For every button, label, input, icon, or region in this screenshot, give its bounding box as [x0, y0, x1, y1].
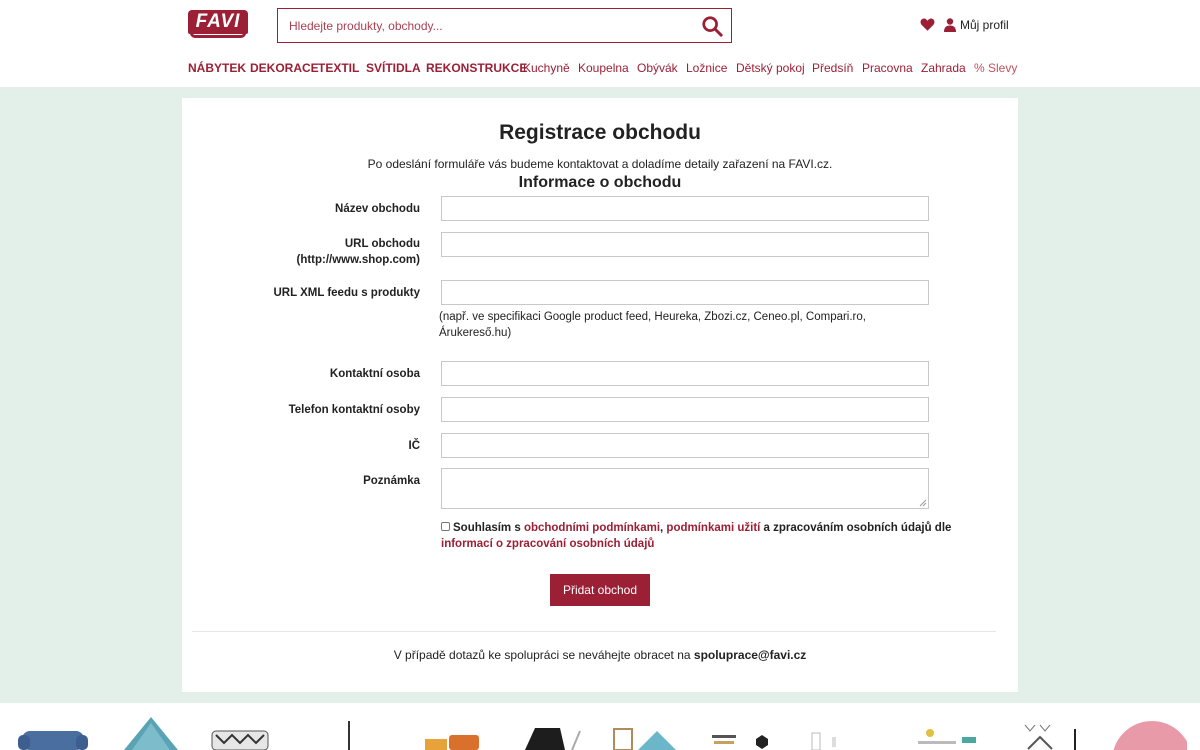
contact-person-field: [441, 361, 929, 386]
user-icon: [944, 18, 956, 32]
shop-url-input[interactable]: [442, 233, 928, 256]
page-title: Registrace obchodu: [499, 121, 701, 144]
coat-hanger-product-image[interactable]: [1020, 721, 1090, 750]
nav-item-textil[interactable]: TEXTIL: [318, 61, 360, 75]
contact-email[interactable]: spoluprace@favi.cz: [693, 648, 807, 662]
chair-product-image[interactable]: [520, 723, 590, 750]
nav-item-obyvak[interactable]: Obývák: [637, 61, 678, 75]
logo-text: FAVI: [188, 10, 248, 34]
shop-url-label: [296, 236, 420, 268]
search-input[interactable]: [278, 9, 688, 42]
nav-item-predsin[interactable]: Předsíň: [812, 61, 854, 75]
shop-name-input[interactable]: [442, 197, 928, 220]
desk-product-image[interactable]: [712, 731, 772, 750]
ic-field: [441, 433, 929, 458]
armchair-product-image[interactable]: [18, 727, 88, 750]
page-subtitle: Po odeslání formuláře vás budeme kontaktovat a doladíme detaily zařazení na FAVI.cz.: [367, 157, 833, 171]
nav-item-koupelna[interactable]: Koupelna: [578, 61, 629, 75]
consent-separator: ,: [660, 522, 667, 534]
section-heading: Informace o obchodu: [518, 174, 682, 191]
note-textarea[interactable]: [442, 469, 928, 508]
favi-logo[interactable]: [188, 10, 248, 40]
profile-link[interactable]: [944, 17, 1009, 33]
contact-person-label: Kontaktní osoba: [329, 368, 420, 380]
shop-name-field: [441, 196, 929, 221]
nav-item-zahrada[interactable]: Zahrada: [921, 61, 966, 75]
contact-note: [182, 648, 1018, 662]
main-nav: [0, 61, 1200, 79]
registration-panel: [182, 98, 1018, 692]
ic-label: IČ: [408, 440, 420, 452]
pillow-product-image[interactable]: [210, 729, 270, 750]
floor-lamp-product-image[interactable]: [345, 721, 353, 750]
nav-item-nabytek[interactable]: NÁBYTEK: [188, 61, 247, 75]
product-strip: [0, 703, 1200, 750]
shop-name-label: Název obchodu: [335, 203, 420, 215]
ic-input[interactable]: [442, 434, 928, 457]
nav-item-detsky-pokoj[interactable]: Dětský pokoj: [736, 61, 805, 75]
shop-url-field: [441, 232, 929, 257]
terms-link[interactable]: obchodními podmínkami: [523, 522, 661, 534]
note-field: [441, 468, 929, 509]
privacy-info-link[interactable]: informací o zpracování osobních údajů: [441, 538, 655, 550]
shelf-product-image[interactable]: [612, 727, 677, 750]
nav-item-slevy[interactable]: % Slevy: [974, 61, 1018, 75]
shop-url-label-line2: (http://www.shop.com): [296, 254, 420, 266]
nav-item-svitidla[interactable]: SVÍTIDLA: [366, 61, 421, 75]
profile-label: Můj profil: [960, 18, 1009, 32]
usage-terms-link[interactable]: podmínkami užití: [666, 522, 761, 534]
note-label: Poznámka: [363, 475, 420, 487]
pendant-lamp-product-image[interactable]: [120, 717, 182, 750]
phone-label: Telefon kontaktní osoby: [288, 404, 420, 416]
feed-url-input[interactable]: [442, 281, 928, 304]
nav-item-kuchyne[interactable]: Kuchyně: [523, 61, 570, 75]
consent-checkbox[interactable]: [441, 522, 450, 531]
sale-badge-icon[interactable]: [1112, 721, 1187, 750]
feed-hint: (např. ve specifikaci Google product feed, Heureka, Zbozi.cz, Ceneo.pl, Compari.ro, Árukereső.hu): [439, 311, 866, 339]
phone-input[interactable]: [442, 398, 928, 421]
search-icon[interactable]: [701, 15, 723, 37]
heart-icon[interactable]: [920, 17, 935, 32]
nav-item-rekonstrukce[interactable]: REKONSTRUKCE: [426, 61, 528, 75]
site-header: [0, 0, 1200, 87]
nav-item-pracovna[interactable]: Pracovna: [862, 61, 913, 75]
contact-person-input[interactable]: [442, 362, 928, 385]
consent-text-line1: [453, 520, 951, 536]
add-shop-button[interactable]: Přidat obchod: [550, 574, 650, 606]
console-table-product-image[interactable]: [918, 727, 978, 750]
feed-url-label: URL XML feedu s produkty: [273, 287, 420, 299]
search-box: [277, 8, 732, 43]
nav-item-dekorace[interactable]: DEKORACE: [250, 61, 319, 75]
feed-url-field: [441, 280, 929, 305]
mirror-product-image[interactable]: [810, 731, 840, 750]
nav-item-loznice[interactable]: Ložnice: [686, 61, 728, 75]
shop-url-label-line1: URL obchodu: [344, 238, 420, 250]
consent-middle: a zpracováním osobních údajů dle: [760, 522, 952, 534]
toy-product-image[interactable]: [425, 729, 480, 750]
resize-handle-icon[interactable]: [919, 499, 927, 507]
consent-prefix: Souhlasím s: [453, 522, 524, 534]
logo-sofa-base: [190, 32, 246, 38]
divider: [192, 631, 996, 632]
phone-field: [441, 397, 929, 422]
contact-prefix: V případě dotazů ke spolupráci se neváhejte obracet na: [393, 648, 694, 662]
